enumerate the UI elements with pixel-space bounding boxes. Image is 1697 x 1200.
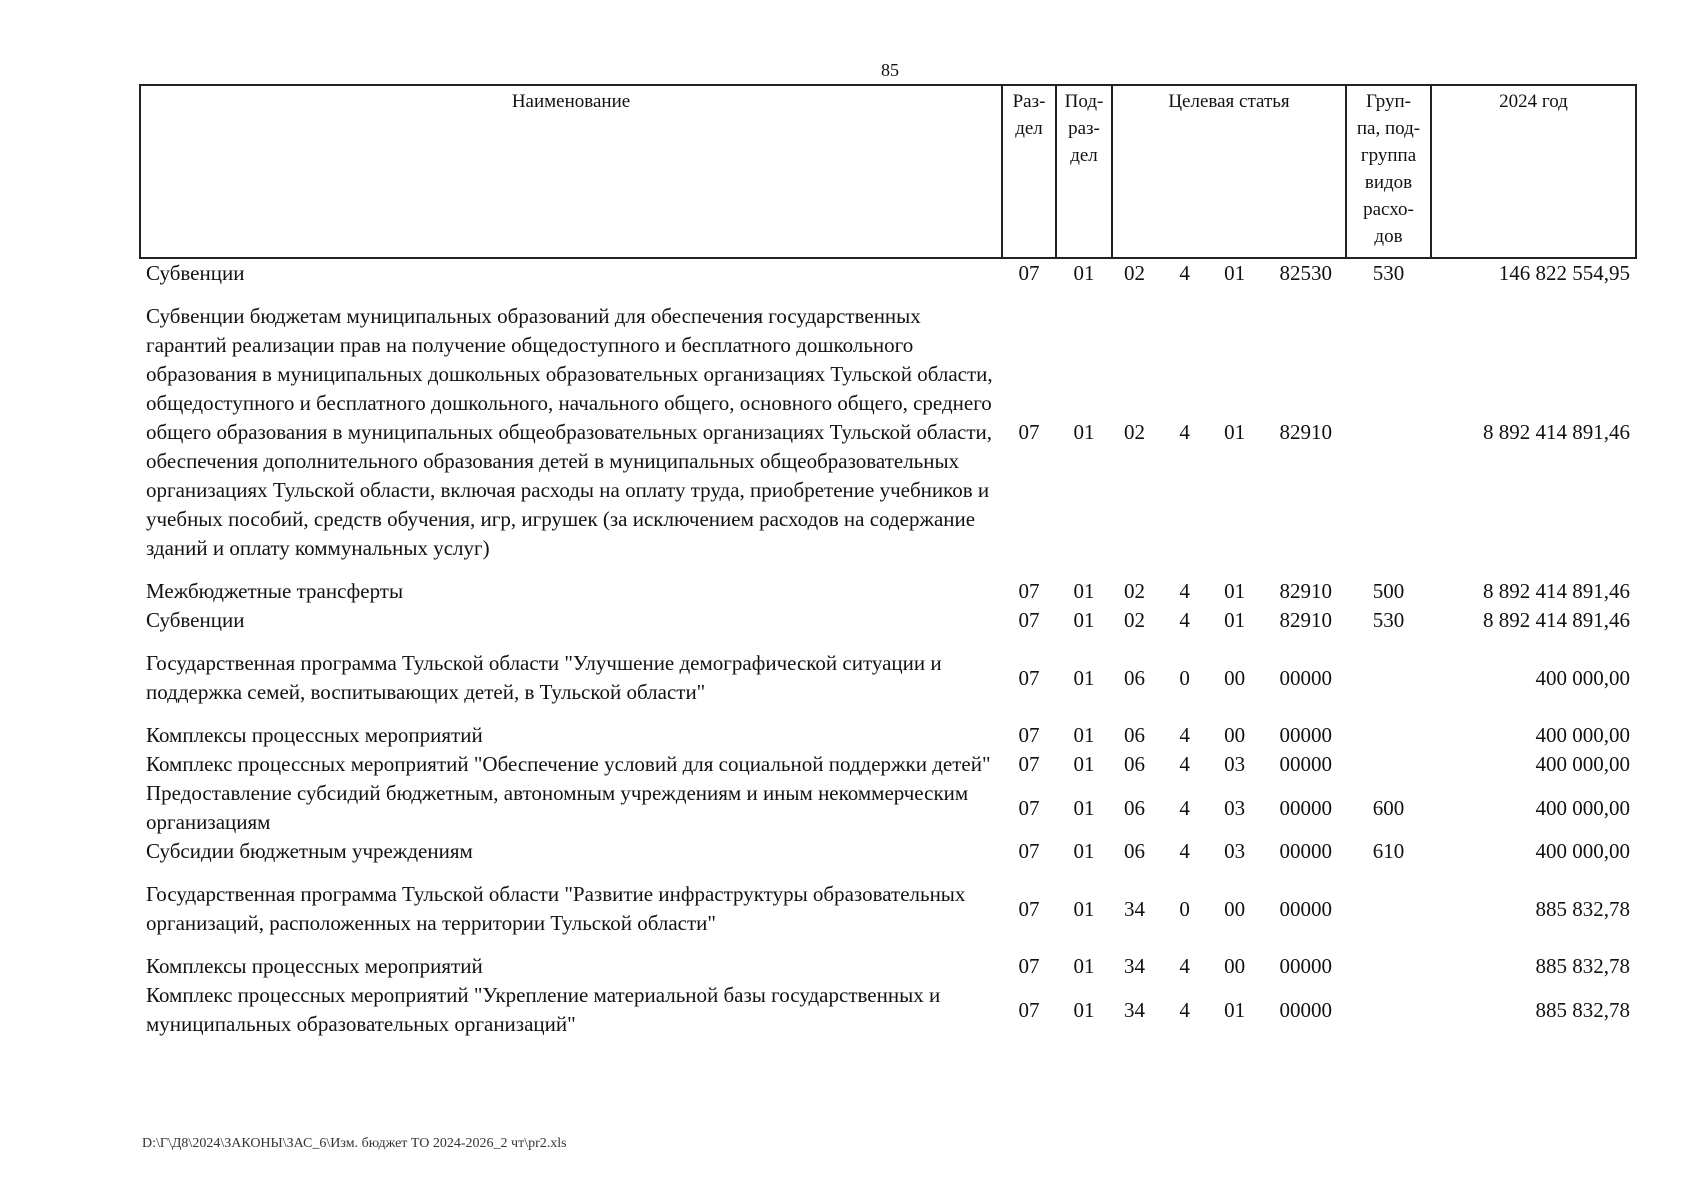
target-complex: 03 xyxy=(1224,839,1246,863)
row-target xyxy=(1112,258,1346,288)
row-spacer xyxy=(140,563,1636,577)
target-program: 06 xyxy=(1124,752,1145,776)
target-program: 34 xyxy=(1124,954,1145,978)
table-row xyxy=(140,302,1636,563)
target-type: 0 xyxy=(1179,665,1190,690)
target-complex: 01 xyxy=(1224,579,1246,603)
row-target xyxy=(1112,721,1346,750)
table-row xyxy=(140,750,1636,779)
target-complex: 00 xyxy=(1224,665,1246,690)
row-section: 07 xyxy=(1018,795,1040,820)
target-complex: 00 xyxy=(1224,954,1246,978)
row-group: 530 xyxy=(1372,608,1405,632)
row-subsection: 01 xyxy=(1073,795,1095,820)
row-subsection: 01 xyxy=(1073,723,1095,747)
page-number: 85 xyxy=(881,60,899,80)
row-amount: 400 000,00 xyxy=(1535,723,1630,747)
header-name: Наименование xyxy=(140,85,1002,258)
row-section: 07 xyxy=(1018,752,1040,776)
row-amount: 8 892 414 891,46 xyxy=(1483,579,1630,603)
row-section: 07 xyxy=(1018,997,1040,1022)
row-group xyxy=(1346,302,1431,563)
row-section: 07 xyxy=(1018,420,1040,444)
row-section: 07 xyxy=(1018,723,1040,747)
table-row xyxy=(140,649,1636,707)
row-group xyxy=(1346,649,1431,707)
target-type: 4 xyxy=(1179,723,1190,747)
row-target xyxy=(1112,981,1346,1039)
table-body xyxy=(140,258,1636,1039)
target-program: 02 xyxy=(1124,261,1145,285)
target-program: 02 xyxy=(1124,579,1145,603)
row-group xyxy=(1346,981,1431,1039)
row-subsection: 01 xyxy=(1073,752,1095,776)
budget-table-frame xyxy=(139,84,1635,1039)
target-type: 4 xyxy=(1179,579,1190,603)
row-name: Субсидии бюджетным учреждениям xyxy=(146,839,473,863)
row-amount: 400 000,00 xyxy=(1535,795,1630,820)
table-row xyxy=(140,952,1636,981)
row-spacer xyxy=(140,635,1636,649)
target-complex: 01 xyxy=(1224,261,1246,285)
table-row xyxy=(140,577,1636,606)
row-subsection: 01 xyxy=(1073,665,1095,690)
target-complex: 01 xyxy=(1224,608,1246,632)
target-direction: 00000 xyxy=(1279,997,1332,1022)
row-amount: 400 000,00 xyxy=(1535,665,1630,690)
row-group: 530 xyxy=(1372,261,1405,285)
row-group: 600 xyxy=(1372,795,1405,820)
row-subsection: 01 xyxy=(1073,997,1095,1022)
target-direction: 00000 xyxy=(1279,723,1332,747)
table-row xyxy=(140,880,1636,938)
row-target xyxy=(1112,577,1346,606)
target-program: 34 xyxy=(1124,896,1145,921)
target-direction: 00000 xyxy=(1279,665,1332,690)
row-amount: 400 000,00 xyxy=(1535,752,1630,776)
row-name: Субвенции бюджетам муниципальных образований для обеспечения государственных гарантий реализации прав на получение общедоступного и бесплатного дошкольного образования в муниципальных дошкольных образовательных организациях Тульской области, общедоступного и бесплатного дошкольного, начального общего, основного общего, среднего общего образования в муниципальных общеобразовательных организациях Тульской области, обеспечения дополнительного образования детей в муниципальных общеобразовательных организациях Тульской области, включая расходы на оплату труда, приобретение учебников и учебных пособий, средств обучения, игр, игрушек (за исключением расходов на содержание зданий и оплату коммунальных услуг) xyxy=(146,304,993,560)
row-name: Комплекс процессных мероприятий "Укрепление материальной базы государственных и муниципальных образовательных организаций" xyxy=(146,983,941,1036)
row-target xyxy=(1112,952,1346,981)
row-name: Комплексы процессных мероприятий xyxy=(146,954,483,978)
target-complex: 01 xyxy=(1224,420,1246,444)
row-section: 07 xyxy=(1018,261,1040,285)
header-section: Раз- дел xyxy=(1002,85,1056,258)
target-direction: 00000 xyxy=(1279,752,1332,776)
target-complex: 00 xyxy=(1224,723,1246,747)
row-target xyxy=(1112,750,1346,779)
target-direction: 00000 xyxy=(1279,839,1332,863)
table-row xyxy=(140,606,1636,635)
row-amount: 146 822 554,95 xyxy=(1498,261,1630,285)
row-target xyxy=(1112,302,1346,563)
row-spacer xyxy=(140,288,1636,302)
header-year: 2024 год xyxy=(1431,85,1636,258)
target-direction: 82910 xyxy=(1279,608,1332,632)
row-group xyxy=(1346,880,1431,938)
table-header-row xyxy=(140,85,1636,258)
table-row xyxy=(140,981,1636,1039)
row-subsection: 01 xyxy=(1073,579,1095,603)
target-type: 4 xyxy=(1179,839,1190,863)
row-subsection: 01 xyxy=(1073,261,1095,285)
budget-table xyxy=(139,84,1637,1039)
row-name: Предоставление субсидий бюджетным, автономным учреждениям и иным некоммерческим организациям xyxy=(146,781,969,834)
row-group xyxy=(1346,952,1431,981)
target-program: 06 xyxy=(1124,795,1145,820)
target-type: 4 xyxy=(1179,954,1190,978)
target-complex: 03 xyxy=(1224,795,1246,820)
row-group xyxy=(1346,750,1431,779)
row-subsection: 01 xyxy=(1073,839,1095,863)
row-name: Государственная программа Тульской области "Улучшение демографической ситуации и поддержка семей, воспитывающих детей, в Тульской области" xyxy=(146,651,942,704)
table-row xyxy=(140,258,1636,288)
target-type: 0 xyxy=(1179,896,1190,921)
row-spacer xyxy=(140,707,1636,721)
target-direction: 00000 xyxy=(1279,795,1332,820)
row-section: 07 xyxy=(1018,839,1040,863)
row-amount: 400 000,00 xyxy=(1535,839,1630,863)
target-program: 02 xyxy=(1124,420,1145,444)
row-group xyxy=(1346,721,1431,750)
row-amount: 885 832,78 xyxy=(1535,896,1630,921)
target-complex: 01 xyxy=(1224,997,1246,1022)
row-name: Субвенции xyxy=(146,261,245,285)
target-complex: 03 xyxy=(1224,752,1246,776)
target-direction: 82910 xyxy=(1279,579,1332,603)
row-amount: 885 832,78 xyxy=(1535,954,1630,978)
row-target xyxy=(1112,880,1346,938)
row-name: Субвенции xyxy=(146,608,245,632)
row-group: 610 xyxy=(1372,839,1405,863)
target-direction: 82910 xyxy=(1279,420,1332,444)
target-direction: 00000 xyxy=(1279,954,1332,978)
header-target: Целевая статья xyxy=(1112,85,1346,258)
target-program: 02 xyxy=(1124,608,1145,632)
target-program: 06 xyxy=(1124,723,1145,747)
target-complex: 00 xyxy=(1224,896,1246,921)
row-target xyxy=(1112,606,1346,635)
footer-file-path: D:\Г\Д8\2024\ЗАКОНЫ\ЗАС_6\Изм. бюджет ТО 2024-2026_2 чт\pr2.xls xyxy=(142,1136,567,1151)
row-section: 07 xyxy=(1018,896,1040,921)
table-row xyxy=(140,779,1636,837)
row-amount: 8 892 414 891,46 xyxy=(1483,420,1630,444)
row-name: Межбюджетные трансферты xyxy=(146,579,404,603)
target-type: 4 xyxy=(1179,752,1190,776)
target-program: 06 xyxy=(1124,665,1145,690)
target-program: 06 xyxy=(1124,839,1145,863)
target-direction: 82530 xyxy=(1279,261,1332,285)
target-program: 34 xyxy=(1124,997,1145,1022)
target-type: 4 xyxy=(1179,420,1190,444)
row-spacer xyxy=(140,866,1636,880)
row-section: 07 xyxy=(1018,608,1040,632)
row-subsection: 01 xyxy=(1073,954,1095,978)
row-spacer xyxy=(140,938,1636,952)
table-row xyxy=(140,837,1636,866)
target-direction: 00000 xyxy=(1279,896,1332,921)
row-subsection: 01 xyxy=(1073,420,1095,444)
target-type: 4 xyxy=(1179,608,1190,632)
row-target xyxy=(1112,779,1346,837)
row-section: 07 xyxy=(1018,954,1040,978)
target-type: 4 xyxy=(1179,997,1190,1022)
header-group: Груп- па, под- группа видов расхо- дов xyxy=(1346,85,1431,258)
row-section: 07 xyxy=(1018,665,1040,690)
header-subsection: Под- раз- дел xyxy=(1056,85,1112,258)
row-group: 500 xyxy=(1372,579,1405,603)
row-target xyxy=(1112,837,1346,866)
row-amount: 885 832,78 xyxy=(1535,997,1630,1022)
target-type: 4 xyxy=(1179,795,1190,820)
row-target xyxy=(1112,649,1346,707)
row-name: Комплекс процессных мероприятий "Обеспечение условий для социальной поддержки детей" xyxy=(146,752,991,776)
row-name: Государственная программа Тульской области "Развитие инфраструктуры образовательных организаций, расположенных на территории Тульской области" xyxy=(146,882,966,935)
row-name: Комплексы процессных мероприятий xyxy=(146,723,483,747)
row-amount: 8 892 414 891,46 xyxy=(1483,608,1630,632)
row-subsection: 01 xyxy=(1073,896,1095,921)
row-section: 07 xyxy=(1018,579,1040,603)
target-type: 4 xyxy=(1179,261,1190,285)
row-subsection: 01 xyxy=(1073,608,1095,632)
table-row xyxy=(140,721,1636,750)
